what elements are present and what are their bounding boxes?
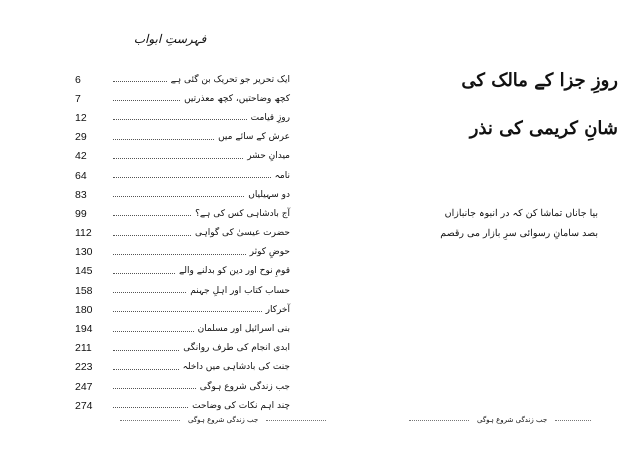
toc-chapter-title: نامہ [274, 170, 290, 181]
toc-leader-dots [113, 254, 246, 255]
toc-entry [75, 243, 290, 262]
toc-entry [75, 377, 290, 396]
toc-leader-dots [113, 81, 167, 82]
toc-list [75, 70, 290, 415]
dedication-title-line-2: شانِ کریمی کی نذر [469, 118, 618, 139]
toc-leader-dots [113, 235, 191, 236]
right-page [319, 0, 638, 451]
toc-entry [75, 128, 290, 147]
toc-page-number: 223 [75, 361, 93, 374]
toc-leader-dots [113, 196, 244, 197]
footer-text: جب زندگی شروع ہوگی [477, 416, 548, 424]
toc-chapter-title: جنت کی بادشاہی میں داخلہ [182, 362, 290, 373]
toc-entry [75, 300, 290, 319]
toc-chapter-title: حساب کتاب اور اہلِ جہنم [190, 285, 290, 296]
footer-rule [555, 420, 591, 421]
footer-text: جب زندگی شروع ہوگی [188, 416, 259, 424]
toc-chapter-title: جب زندگی شروع ہوگی [199, 381, 290, 392]
toc-leader-dots [113, 331, 194, 332]
toc-page-number: 194 [75, 323, 93, 336]
toc-entry [75, 319, 290, 338]
footer-rule [120, 420, 180, 421]
toc-chapter-title: روزِ قیامت [250, 112, 290, 123]
toc-leader-dots [113, 292, 186, 293]
toc-leader-dots [113, 407, 188, 408]
toc-page-number: 247 [75, 380, 93, 393]
toc-entry [75, 224, 290, 243]
toc-page-number: 42 [75, 150, 87, 163]
toc-leader-dots [113, 177, 271, 178]
footer-rule [409, 420, 469, 421]
toc-chapter-title: آج بادشاہی کس کی ہے؟ [195, 208, 290, 219]
toc-chapter-title: ابدی انجام کی طرف روانگی [183, 343, 290, 354]
toc-entry [75, 166, 290, 185]
toc-page-number: 145 [75, 265, 93, 278]
toc-entry [75, 185, 290, 204]
toc-page-number: 64 [75, 169, 87, 182]
toc-entry [75, 204, 290, 223]
toc-chapter-title: میدانِ حشر [247, 151, 290, 162]
toc-leader-dots [113, 158, 243, 159]
verse-line-2: بصد سامانِ رسوائی سرِ بازار می رقصم [440, 228, 598, 239]
toc-leader-dots [113, 139, 214, 140]
toc-chapter-title: چند اہم نکات کی وضاحت [192, 400, 290, 411]
toc-page-number: 29 [75, 131, 87, 144]
toc-page-number: 274 [75, 399, 93, 412]
toc-leader-dots [113, 215, 191, 216]
toc-page-number: 158 [75, 284, 93, 297]
toc-page-number: 12 [75, 111, 87, 124]
toc-chapter-title: کچھ وضاحتیں، کچھ معذرتیں [184, 93, 290, 104]
toc-chapter-title: حضرت عیسیٰ کی گواہی [194, 228, 290, 239]
toc-leader-dots [113, 388, 196, 389]
verse-line-1: بیا جاناں تماشا کن کہ در انبوہ جانبازاں [444, 208, 598, 219]
toc-entry [75, 70, 290, 89]
toc-entry [75, 396, 290, 415]
toc-page-number: 6 [75, 73, 81, 86]
toc-page-number: 180 [75, 303, 93, 316]
left-footer [120, 416, 326, 424]
toc-entry [75, 147, 290, 166]
toc-entry [75, 281, 290, 300]
toc-page-number: 83 [75, 188, 87, 201]
toc-heading: فہرستِ ابواب [133, 32, 207, 46]
right-footer [409, 416, 591, 424]
toc-page-number: 112 [75, 227, 92, 240]
toc-page-number: 7 [75, 92, 81, 105]
toc-chapter-title: ایک تحریر جو تحریک بن گئی ہے [170, 74, 290, 85]
toc-entry [75, 262, 290, 281]
toc-leader-dots [113, 100, 180, 101]
toc-chapter-title: قومِ نوح اور دین کو بدلنے والے [179, 266, 290, 277]
toc-leader-dots [113, 350, 179, 351]
toc-chapter-title: حوضِ کوثر [249, 247, 290, 258]
toc-page-number: 211 [75, 342, 92, 355]
toc-entry [75, 108, 290, 127]
toc-leader-dots [113, 119, 247, 120]
footer-rule [266, 420, 326, 421]
toc-page-number: 99 [75, 207, 87, 220]
toc-chapter-title: آخرکار [265, 304, 290, 315]
toc-entry [75, 358, 290, 377]
toc-chapter-title: عرش کے سائے میں [218, 132, 290, 143]
toc-leader-dots [113, 273, 175, 274]
toc-chapter-title: بنی اسرائیل اور مسلمان [197, 324, 290, 335]
toc-entry [75, 89, 290, 108]
toc-chapter-title: دو سہیلیاں [248, 189, 290, 200]
dedication-title-line-1: روزِ جزا کے مالک کی [461, 70, 618, 91]
toc-leader-dots [113, 369, 179, 370]
toc-entry [75, 339, 290, 358]
toc-leader-dots [113, 311, 262, 312]
toc-page-number: 130 [75, 246, 93, 259]
